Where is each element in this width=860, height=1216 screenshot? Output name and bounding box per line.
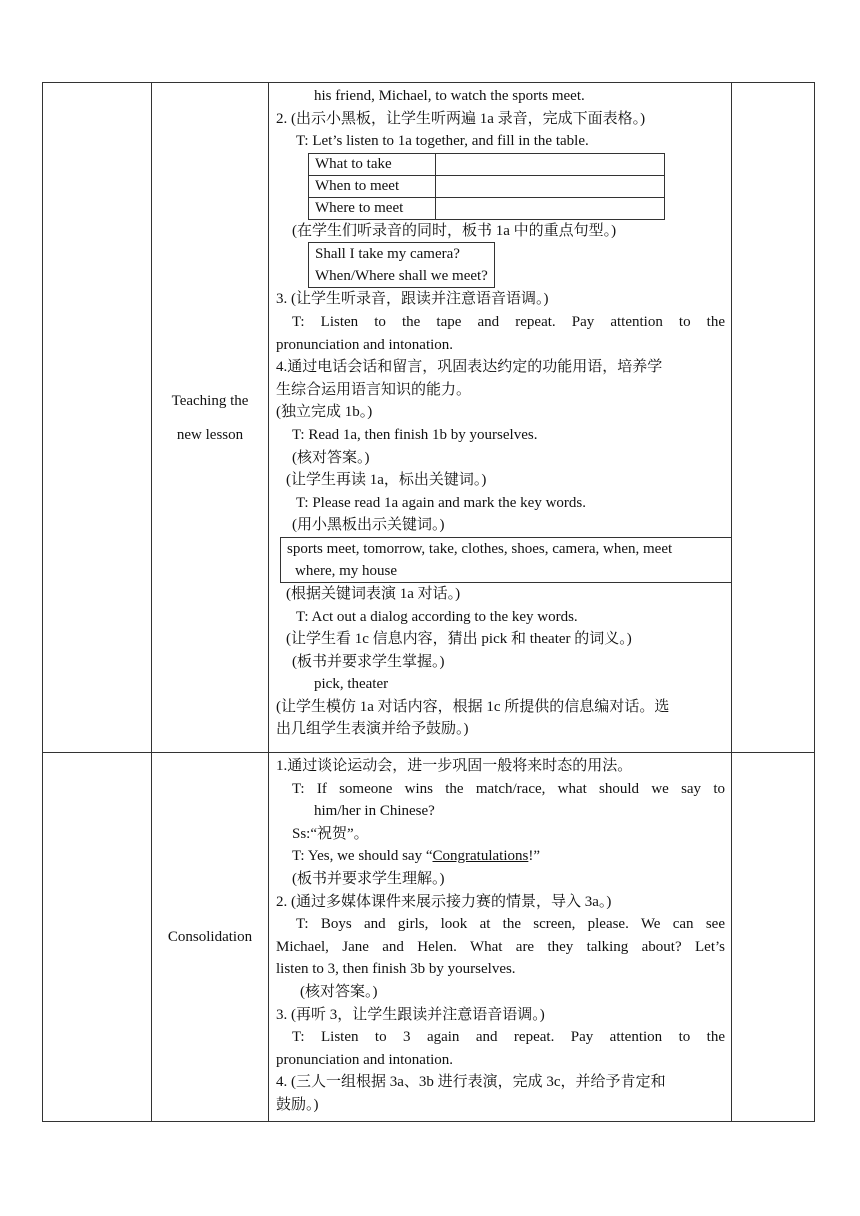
blank-cell xyxy=(436,197,665,219)
text-line: (核对答案。) xyxy=(292,449,370,466)
sentence-pattern-box xyxy=(308,242,495,288)
text-line: pronunciation and intonation. xyxy=(276,336,454,353)
text-line: (独立完成 1b。) xyxy=(276,404,373,421)
text-fragment: !” xyxy=(528,848,540,865)
text-line: T: Listen to 3 again and repeat. Pay attention to the xyxy=(292,1029,725,1046)
table-label: Where to meet xyxy=(309,197,436,219)
text-line: T: Read 1a, then finish 1b by yourselves. xyxy=(292,426,538,443)
text-line: 4. (三人一组根据 3a、3b 进行表演，完成 3c，并给予肯定和 xyxy=(276,1074,666,1091)
table-row xyxy=(43,83,815,753)
text-line: (在学生们听录音的同时，板书 1a 中的重点句型。) xyxy=(292,222,617,239)
text-line: (让学生再读 1a，标出关键词。) xyxy=(286,472,487,489)
underlined-word: Congratulations xyxy=(432,848,529,865)
text-line: 1.通过谈论运动会，进一步巩固一般将来时态的用法。 xyxy=(276,758,633,774)
text-line xyxy=(276,845,725,868)
text-line: his friend, Michael, to watch the sports meet. xyxy=(314,88,585,104)
text-line: (用小黑板出示关键词。) xyxy=(292,517,445,534)
text-line: listen to 3, then finish 3b by yourselves. xyxy=(276,961,516,978)
stage-title: Consolidation xyxy=(167,928,253,945)
text-fragment: T: Yes, we should say “ xyxy=(292,848,433,865)
procedure-cell xyxy=(269,83,732,753)
text-line: him/her in Chinese? xyxy=(314,803,435,820)
text-line: T: Boys and girls, look at the screen, please. We can see xyxy=(296,916,725,933)
text-line: 4.通过电话会话和留言，巩固表达约定的功能用语，培养学 xyxy=(276,359,663,376)
text-line: (核对答案。) xyxy=(300,983,378,1000)
stage-cell xyxy=(152,83,269,753)
text-line: where, my house xyxy=(295,562,398,579)
text-line: (让学生模仿 1a 对话内容，根据 1c 所提供的信息编对话。选 xyxy=(276,698,670,715)
lesson-plan-table xyxy=(42,82,815,1122)
stage-cell xyxy=(152,753,269,1122)
text-line: pronunciation and intonation. xyxy=(276,1051,454,1068)
empty-cell xyxy=(43,753,152,1122)
table-label: When to meet xyxy=(309,175,436,197)
fill-in-table xyxy=(308,153,665,220)
table-row xyxy=(43,753,815,1122)
text-line: 鼓励。) xyxy=(276,1096,319,1113)
text-line: T: If someone wins the match/race, what should we say to xyxy=(292,780,725,797)
text-line: sports meet, tomorrow, take, clothes, shoes, camera, when, meet xyxy=(287,540,673,557)
text-line: (板书并要求学生掌握。) xyxy=(292,653,445,670)
text-line: 2. (出示小黑板，让学生听两遍 1a 录音，完成下面表格。) xyxy=(276,110,646,127)
stage-title: Teaching the xyxy=(171,392,249,409)
blank-cell xyxy=(436,153,665,175)
empty-cell xyxy=(732,753,815,1122)
text-line: T: Act out a dialog according to the key words. xyxy=(296,608,578,625)
stage-title: new lesson xyxy=(176,426,244,443)
text-line: When/Where shall we meet? xyxy=(315,268,488,285)
table-label: What to take xyxy=(309,153,436,175)
empty-cell xyxy=(43,83,152,753)
text-line: Ss:“祝贺”。 xyxy=(292,825,369,842)
text-line: 出几组学生表演并给予鼓励。) xyxy=(276,721,469,738)
text-line: 3. (让学生听录音，跟读并注意语音语调。) xyxy=(276,291,549,308)
text-line: Shall I take my camera? xyxy=(315,246,460,263)
text-line: 3. (再听 3，让学生跟读并注意语音语调。) xyxy=(276,1006,545,1023)
empty-cell xyxy=(732,83,815,753)
text-line: pick, theater xyxy=(314,676,389,693)
table-row xyxy=(309,175,665,197)
text-line: T: Let’s listen to 1a together, and fill in the table. xyxy=(296,133,589,150)
text-line: (让学生看 1c 信息内容，猜出 pick 和 theater 的词义。) xyxy=(286,631,632,648)
text-line: (板书并要求学生理解。) xyxy=(292,870,445,887)
keyword-box xyxy=(280,537,732,583)
text-line: 生综合运用语言知识的能力。 xyxy=(276,381,472,398)
table-row xyxy=(309,197,665,219)
blank-cell xyxy=(436,175,665,197)
text-line: T: Listen to the tape and repeat. Pay attention to the xyxy=(292,313,725,330)
text-line: Michael, Jane and Helen. What are they talking about? Let’s xyxy=(276,938,725,955)
text-line: (根据关键词表演 1a 对话。) xyxy=(286,585,461,602)
text-line: T: Please read 1a again and mark the key words. xyxy=(296,494,586,511)
procedure-cell xyxy=(269,753,732,1122)
table-row xyxy=(309,153,665,175)
text-line: 2. (通过多媒体课件来展示接力赛的情景，导入 3a。) xyxy=(276,893,612,910)
